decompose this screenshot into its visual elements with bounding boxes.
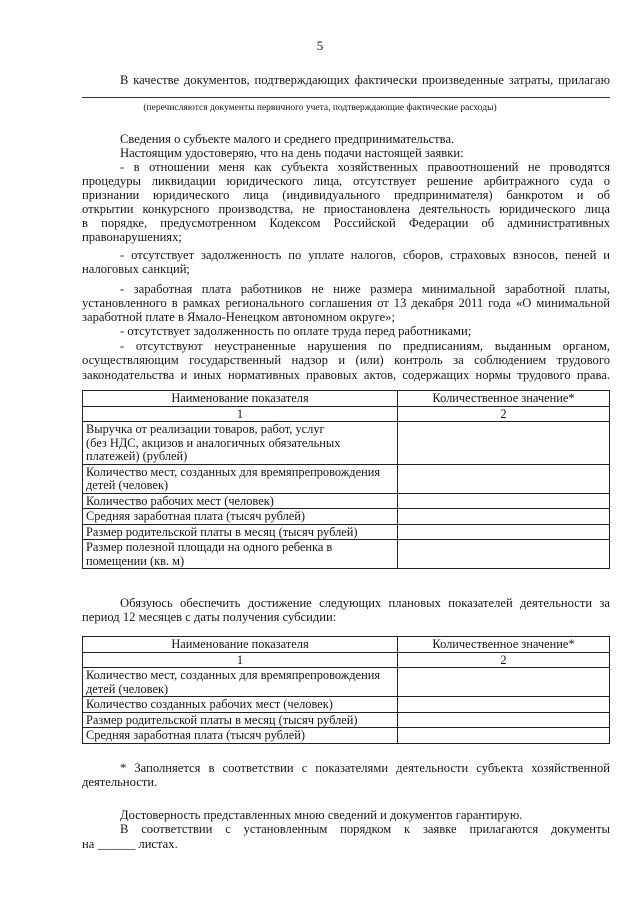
body-line: Сведения о субъекте малого и среднего предпринимательства. — [120, 132, 455, 146]
fill-in-line — [82, 97, 610, 98]
closing-line: В соответствии с установленным порядком к заявке прилагаются документы — [120, 822, 610, 836]
column-number: 1 — [83, 652, 398, 668]
body-line: - в отношении меня как субъекта хозяйственных правоотношений не проводятся — [120, 160, 610, 174]
table-row — [83, 524, 610, 540]
column-number: 2 — [398, 406, 610, 422]
column-number-row — [83, 406, 610, 422]
planned-indicators-table — [82, 636, 610, 744]
indicator-value — [398, 464, 610, 493]
commitment-line: Обязуюсь обеспечить достижение следующих плановых показателей деятельности за — [120, 596, 610, 610]
body-line: осуществляющим государственный надзор и (или) контроль за соблюдением трудового — [82, 353, 610, 367]
body-line: Настоящим удостоверяю, что на день подачи настоящей заявки: — [120, 146, 464, 160]
body-line: правонарушениях; — [82, 230, 182, 244]
body-line: - отсутствует задолженность по оплате труда перед работниками; — [120, 324, 472, 338]
table-row — [83, 509, 610, 525]
body-line: - отсутствуют неустраненные нарушения по предписаниям, выданным органом, — [120, 339, 610, 353]
closing-line: Достоверность представленных мною сведений и документов гарантирую. — [120, 808, 523, 822]
indicator-value — [398, 712, 610, 728]
column-header: Количественное значение* — [398, 637, 610, 653]
indicator-value — [398, 524, 610, 540]
indicator-name: Размер полезной площади на одного ребенка в помещении (кв. м) — [83, 540, 398, 569]
indicator-name: Размер родительской платы в месяц (тысяч рублей) — [83, 712, 398, 728]
body-line: признании юридического лица (индивидуального предпринимателя) банкротом и об — [82, 188, 610, 202]
indicator-name: Средняя заработная плата (тысяч рублей) — [83, 728, 398, 744]
body-line: процедуры ликвидации юридического лица, отсутствует решение арбитражного суда о — [82, 174, 610, 188]
table-row — [83, 422, 610, 465]
table-row — [83, 493, 610, 509]
column-header: Наименование показателя — [83, 637, 398, 653]
indicator-value — [398, 697, 610, 713]
body-line: в порядке, предусмотренном Кодексом Российской Федерации об административных — [82, 216, 610, 230]
indicators-table — [82, 390, 610, 569]
indicator-name: Количество мест, созданных для времяпрепровождения детей (человек) — [83, 668, 398, 697]
indicator-name: Средняя заработная плата (тысяч рублей) — [83, 509, 398, 525]
table-header-row — [83, 391, 610, 407]
closing-line: на ______ листах. — [82, 837, 178, 851]
column-header: Наименование показателя — [83, 391, 398, 407]
column-number: 2 — [398, 652, 610, 668]
body-line: открытии конкурсного производства, не приостановлена деятельность юридического лица — [82, 202, 610, 216]
indicator-name: Выручка от реализации товаров, работ, услуг (без НДС, акцизов и аналогичных обязательных платежей) (рублей) — [83, 422, 398, 465]
body-line: налоговых санкций; — [82, 262, 190, 276]
table-row — [83, 712, 610, 728]
table-row — [83, 697, 610, 713]
indicator-name: Количество рабочих мест (человек) — [83, 493, 398, 509]
column-header: Количественное значение* — [398, 391, 610, 407]
indicator-name: Количество мест, созданных для времяпрепровождения детей (человек) — [83, 464, 398, 493]
indicator-value — [398, 728, 610, 744]
body-line: заработной плате в Ямало-Ненецком автономном округе»; — [82, 310, 395, 324]
body-line: законодательства и иных нормативных правовых актов, содержащих нормы трудового права. — [82, 368, 610, 382]
body-line: установленного в рамках регионального соглашения от 13 декабря 2011 года «О минимальной — [82, 296, 610, 310]
footnote-line: * Заполняется в соответствии с показателями деятельности субъекта хозяйственной — [120, 761, 610, 775]
indicator-value — [398, 540, 610, 569]
indicator-value — [398, 422, 610, 465]
table-row — [83, 540, 610, 569]
indicator-value — [398, 509, 610, 525]
indicator-value — [398, 668, 610, 697]
table-row — [83, 464, 610, 493]
intro-line: В качестве документов, подтверждающих фактически произведенные затраты, прилагаю — [120, 73, 610, 87]
indicator-name: Размер родительской платы в месяц (тысяч рублей) — [83, 524, 398, 540]
page-number: 5 — [316, 38, 324, 53]
body-line: - отсутствует задолженность по уплате налогов, сборов, страховых взносов, пеней и — [120, 248, 610, 262]
indicator-name: Количество созданных рабочих мест (человек) — [83, 697, 398, 713]
table-row — [83, 728, 610, 744]
table-row — [83, 668, 610, 697]
table-header-row — [83, 637, 610, 653]
column-number-row — [83, 652, 610, 668]
intro-note: (перечисляются документы первичного учета, подтверждающие фактические расходы) — [143, 103, 497, 113]
footnote-line: деятельности. — [82, 775, 158, 789]
body-line: - заработная плата работников не ниже размера минимальной заработной платы, — [120, 282, 610, 296]
indicator-value — [398, 493, 610, 509]
column-number: 1 — [83, 406, 398, 422]
commitment-line: период 12 месяцев с даты получения субсидии: — [82, 610, 337, 624]
